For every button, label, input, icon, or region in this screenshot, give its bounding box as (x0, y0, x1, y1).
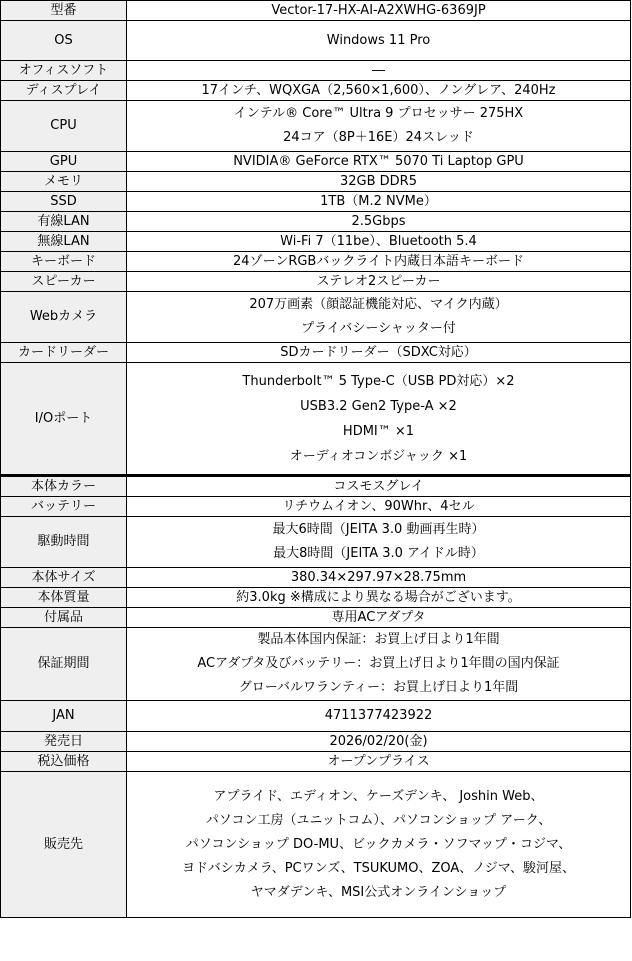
spec-line: 最大8時間（JEITA 3.0 アイドル時） (273, 546, 484, 561)
spec-row-weight (1, 588, 631, 608)
spec-line: アプライド、エディオン、ケーズデンキ、 Joshin Web、 (213, 788, 544, 804)
spec-label: 販売先 (1, 772, 127, 918)
spec-value (127, 363, 631, 476)
spec-label: 税込価格 (1, 752, 127, 772)
spec-value: NVIDIA® GeForce RTX™ 5070 Ti Laptop GPU (127, 152, 631, 172)
spec-row-speaker (1, 272, 631, 292)
spec-row-jan (1, 701, 631, 732)
spec-label: 発売日 (1, 732, 127, 752)
spec-label: 本体カラー (1, 476, 127, 497)
spec-label: 有線LAN (1, 212, 127, 232)
spec-value: ステレオ2スピーカー (127, 272, 631, 292)
spec-row-release-date (1, 732, 631, 752)
spec-label: 本体サイズ (1, 568, 127, 588)
spec-row-retailers (1, 772, 631, 918)
spec-value: 4711377423922 (127, 701, 631, 732)
spec-row-keyboard (1, 252, 631, 272)
spec-row-office (1, 61, 631, 81)
spec-line: ヨドバシカメラ、PCワンズ、TSUKUMO、ZOA、ノジマ、駿河屋、 (182, 860, 575, 876)
spec-label: GPU (1, 152, 127, 172)
spec-row-card-reader (1, 343, 631, 363)
spec-row-io-ports (1, 363, 631, 476)
spec-value: 専用ACアダプタ (127, 608, 631, 628)
spec-value: Vector-17-HX-AI-A2XWHG-6369JP (127, 1, 631, 21)
spec-line: Thunderbolt™ 5 Type-C（USB PD対応）×2 (242, 373, 515, 389)
spec-row-wired-lan (1, 212, 631, 232)
spec-label: バッテリー (1, 497, 127, 517)
spec-label: 保証期間 (1, 628, 127, 701)
spec-value (127, 772, 631, 918)
spec-label: Webカメラ (1, 292, 127, 343)
spec-line: HDMI™ ×1 (342, 423, 415, 439)
spec-value (127, 628, 631, 701)
spec-line: ACアダプタ及びバッテリー：お買上げ日より1年間の国内保証 (197, 656, 560, 671)
spec-value: 32GB DDR5 (127, 172, 631, 192)
spec-line: 最大6時間（JEITA 3.0 動画再生時） (272, 522, 485, 537)
spec-value: 17インチ、WQXGA（2,560×1,600）、ノングレア、240Hz (127, 81, 631, 101)
spec-row-battery (1, 497, 631, 517)
spec-row-accessories (1, 608, 631, 628)
spec-value: ― (127, 61, 631, 81)
spec-value: 2.5Gbps (127, 212, 631, 232)
spec-row-memory (1, 172, 631, 192)
spec-row-model (1, 1, 631, 21)
spec-label: メモリ (1, 172, 127, 192)
spec-value: Windows 11 Pro (127, 21, 631, 61)
spec-label: 無線LAN (1, 232, 127, 252)
spec-row-ssd (1, 192, 631, 212)
spec-line: グローバルワランティー：お買上げ日より1年間 (238, 680, 519, 695)
spec-label: キーボード (1, 252, 127, 272)
spec-value: コスモスグレイ (127, 476, 631, 497)
spec-label: 付属品 (1, 608, 127, 628)
spec-value: 380.34×297.97×28.75mm (127, 568, 631, 588)
spec-value: 1TB（M.2 NVMe） (127, 192, 631, 212)
spec-value: 24ゾーンRGBバックライト内蔵日本語キーボード (127, 252, 631, 272)
spec-row-webcam (1, 292, 631, 343)
spec-value (127, 292, 631, 343)
spec-row-gpu (1, 152, 631, 172)
spec-label: 型番 (1, 1, 127, 21)
spec-label: ディスプレイ (1, 81, 127, 101)
spec-value (127, 517, 631, 568)
spec-row-wireless-lan (1, 232, 631, 252)
spec-value: Wi-Fi 7（11be）、Bluetooth 5.4 (127, 232, 631, 252)
spec-value: 2026/02/20(金) (127, 732, 631, 752)
spec-label: OS (1, 21, 127, 61)
spec-line: 製品本体国内保証：お買上げ日より1年間 (257, 632, 500, 647)
spec-value: オープンプライス (127, 752, 631, 772)
spec-line: 207万画素（顔認証機能対応、マイク内蔵） (249, 297, 508, 312)
spec-label: SSD (1, 192, 127, 212)
spec-value: リチウムイオン、90Whr、4セル (127, 497, 631, 517)
spec-line: インテル® Core™ Ultra 9 プロセッサー 275HX (233, 106, 524, 121)
spec-row-price (1, 752, 631, 772)
spec-line: パソコンショップ DO-MU、ビックカメラ・ソフマップ・コジマ、 (185, 836, 572, 852)
spec-value: 約3.0kg ※構成により異なる場合がございます。 (127, 588, 631, 608)
spec-label: カードリーダー (1, 343, 127, 363)
spec-line: パソコン工房（ユニットコム）、パソコンショップ アーク、 (205, 812, 552, 828)
spec-line: オーディオコンボジャック ×1 (289, 448, 468, 464)
spec-row-size (1, 568, 631, 588)
spec-label: オフィスソフト (1, 61, 127, 81)
spec-value (127, 101, 631, 152)
spec-row-color (1, 476, 631, 497)
spec-line: USB3.2 Gen2 Type-A ×2 (300, 398, 457, 414)
spec-line: プライバシーシャッター付 (301, 321, 456, 336)
spec-row-os (1, 21, 631, 61)
spec-label: 本体質量 (1, 588, 127, 608)
spec-line: ヤマダデンキ、MSI公式オンラインショップ (250, 884, 507, 900)
spec-label: 駆動時間 (1, 517, 127, 568)
spec-row-cpu (1, 101, 631, 152)
spec-row-warranty (1, 628, 631, 701)
spec-row-runtime (1, 517, 631, 568)
spec-value: SDカードリーダー（SDXC対応） (127, 343, 631, 363)
spec-label: CPU (1, 101, 127, 152)
spec-line: 24コア（8P＋16E）24スレッド (283, 130, 474, 145)
spec-row-display (1, 81, 631, 101)
spec-label: I/Oポート (1, 363, 127, 476)
spec-label: スピーカー (1, 272, 127, 292)
spec-label: JAN (1, 701, 127, 732)
